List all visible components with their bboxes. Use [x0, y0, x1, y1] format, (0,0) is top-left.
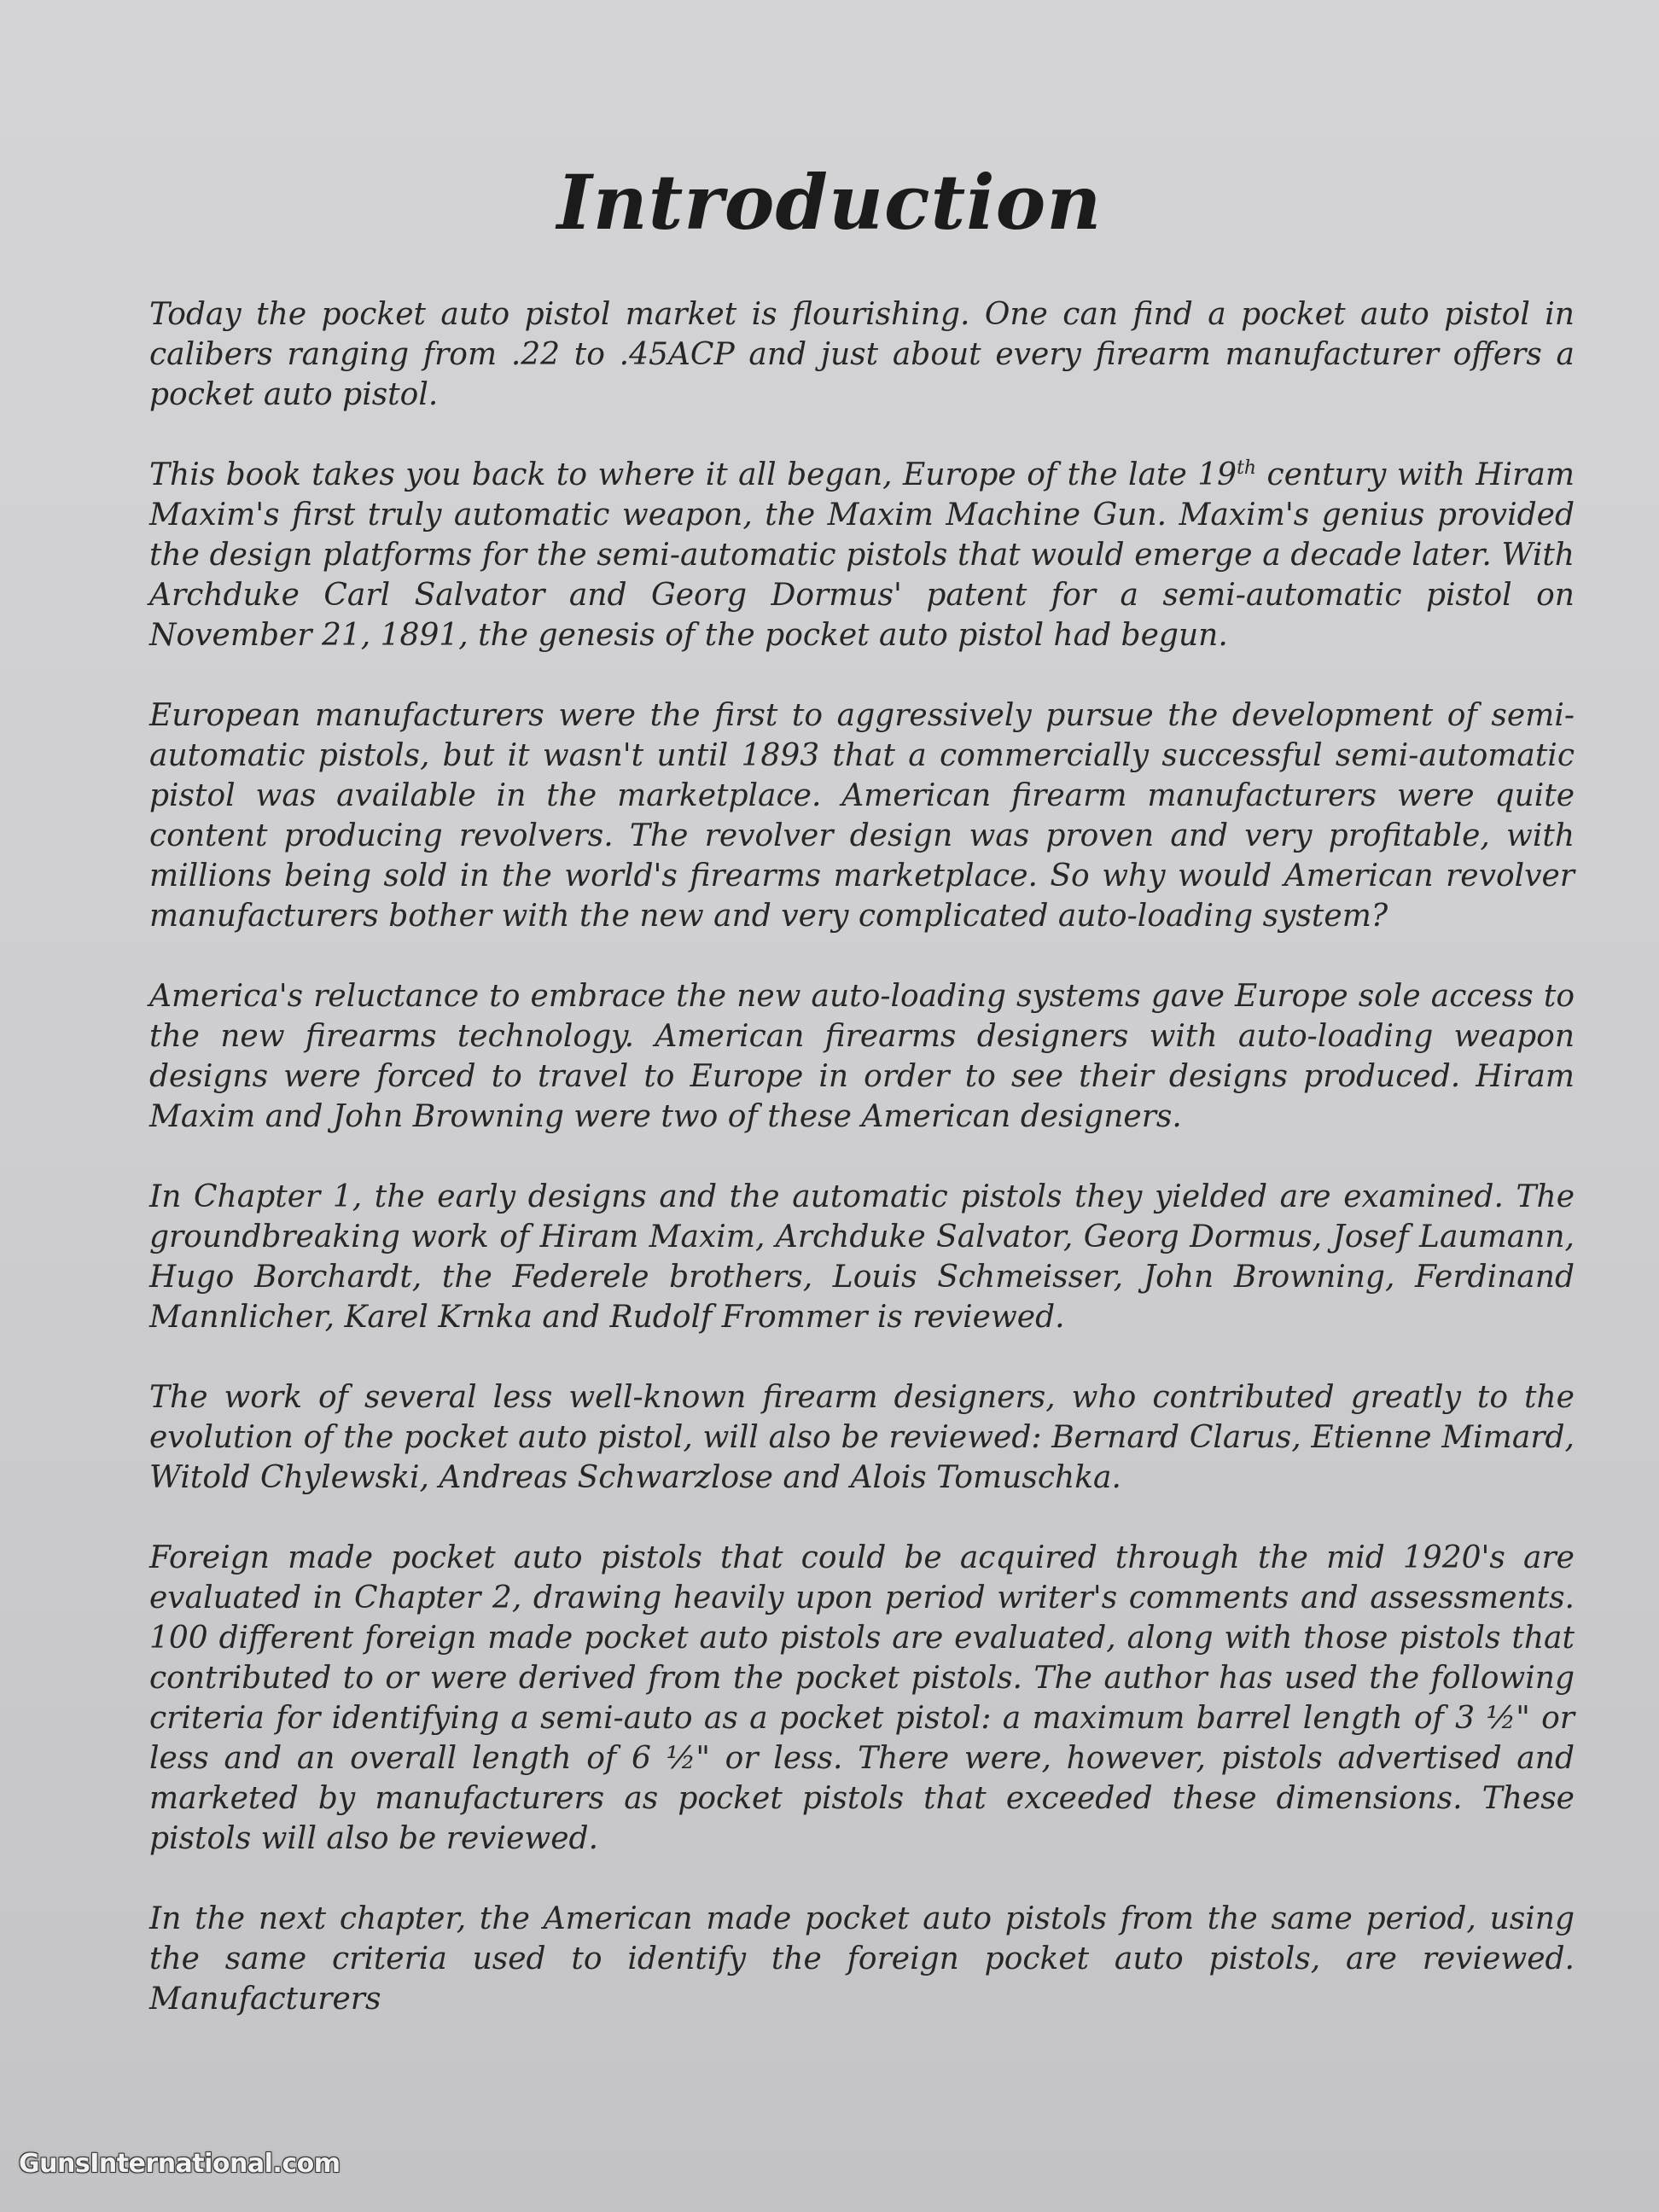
paragraph-2-start: This book takes you back to where it all began, Europe of the late 19: [149, 457, 1237, 492]
paragraph-6: The work of several less well-known firearm designers, who contributed greatly to the evolution of the pocket auto pistol, will also be reviewed: Bernard Clarus, Etienne Mimard, Witold Chylewski, Andreas Schwarzlose and Alois Tomuschka.: [149, 1380, 1575, 1495]
watermark-logo: GunsInternational.com: [19, 2149, 341, 2179]
superscript-th: th: [1237, 457, 1257, 479]
paragraph-1: Today the pocket auto pistol market is flourishing. One can find a pocket auto pistol in calibers ranging from .22 to .45ACP and just about every firearm manufacturer offers a pocket auto pistol.: [149, 297, 1575, 412]
paragraph-4: America's reluctance to embrace the new auto-loading systems gave Europe sole access to the new firearms technology. American firearms designers with auto-loading weapon designs were forced to travel to Europe in order to see their designs produced. Hiram Maxim and John Browning were two of these American designers.: [149, 979, 1575, 1134]
page-title: Introduction: [556, 158, 1103, 247]
paragraph-3: European manufacturers were the first to aggressively pursue the development of semi-automatic pistols, but it wasn't until 1893 that a commercially successful semi-automatic pistol was available in the marketplace. American firearm manufacturers were quite content producing revolvers. The revolver design was proven and very profitable, with millions being sold in the world's firearms marketplace. So why would American revolver manufacturers bother with the new and very complicated auto-loading system?: [149, 698, 1575, 934]
body-text: [149, 294, 1575, 2059]
paragraph-2: [149, 455, 1575, 655]
paragraph-8: In the next chapter, the American made pocket auto pistols from the same period, using the same criteria used to identify the foreign pocket auto pistols, are reviewed. Manufacturers: [149, 1901, 1575, 2017]
paragraph-7: Foreign made pocket auto pistols that could be acquired through the mid 1920's are evaluated in Chapter 2, drawing heavily upon period writer's comments and assessments. 100 different foreign made pocket auto pistols are evaluated, along with those pistols that contributed to or were derived from the pocket pistols. The author has used the following criteria for identifying a semi-auto as a pocket pistol: a maximum barrel length of 3 ½" or less and an overall length of 6 ½" or less. There were, however, pistols advertised and marketed by manufacturers as pocket pistols that exceeded these dimensions. These pistols will also be reviewed.: [149, 1540, 1575, 1856]
paragraph-5: In Chapter 1, the early designs and the automatic pistols they yielded are examined. The groundbreaking work of Hiram Maxim, Archduke Salvator, Georg Dormus, Josef Laumann, Hugo Borchardt, the Federele brothers, Louis Schmeisser, John Browning, Ferdinand Mannlicher, Karel Krnka and Rudolf Frommer is reviewed.: [149, 1179, 1575, 1335]
paragraph-2-end: century with Hiram Maxim's first truly automatic weapon, the Maxim Machine Gun. Maxim's genius provided the design platforms for the semi-automatic pistols that would emerge a decade later. With Archduke Carl Salvator and Georg Dormus' patent for a semi-automatic pistol on November 21, 1891, the genesis of the pocket auto pistol had begun.: [149, 457, 1575, 653]
